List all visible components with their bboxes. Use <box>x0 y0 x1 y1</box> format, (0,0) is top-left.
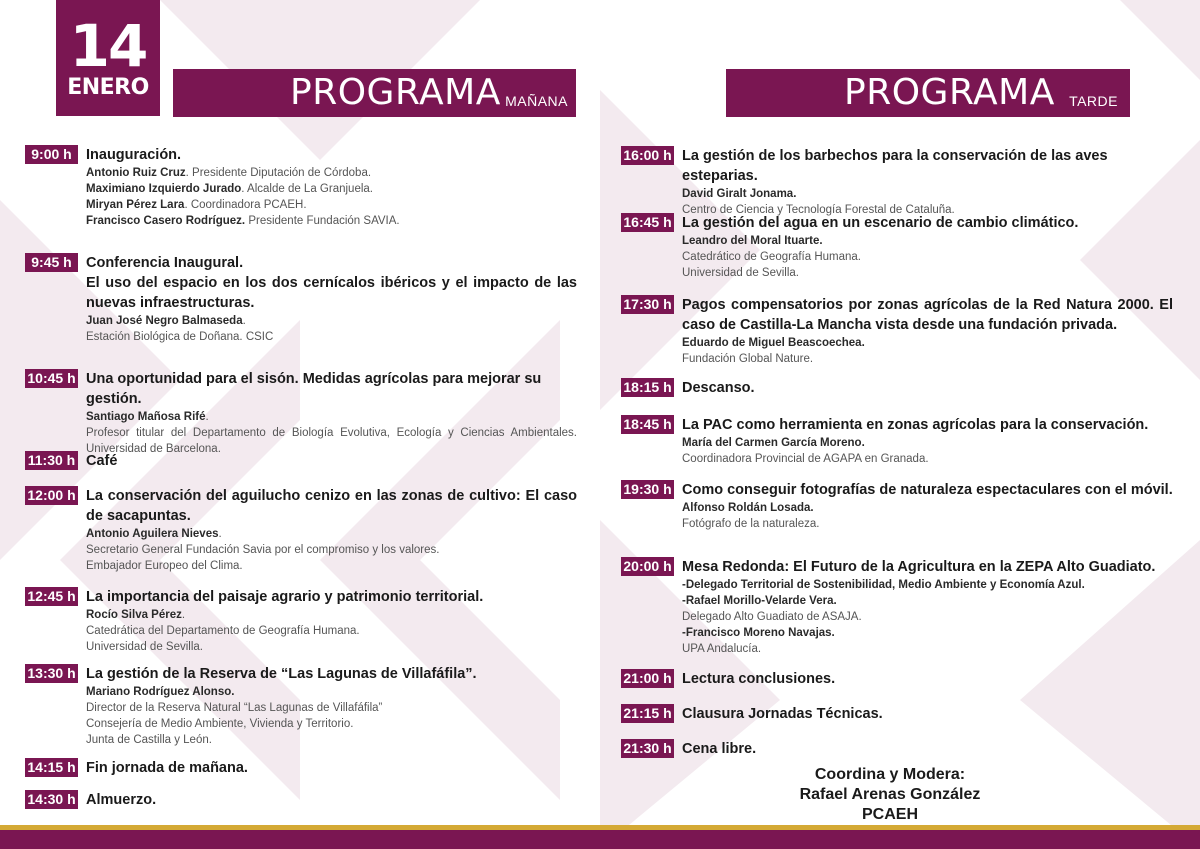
schedule-entry <box>621 415 1173 467</box>
entry-title: Cena libre. <box>682 741 757 757</box>
speaker-affiliation: Fotógrafo de la naturaleza. <box>682 518 820 530</box>
speaker-name: Santiago Mañosa Rifé <box>86 411 206 423</box>
schedule-entry <box>25 664 577 748</box>
speaker-affiliation: Embajador Europeo del Clima. <box>86 560 243 572</box>
speaker-line: Juan José Negro Balmaseda. <box>86 315 246 327</box>
time-badge: 12:45 h <box>25 587 78 606</box>
footer-bar <box>0 830 1200 849</box>
speaker-affiliation: Centro de Ciencia y Tecnología Forestal de Cataluña. <box>682 204 955 216</box>
program-header-morning <box>173 69 576 117</box>
speaker-affiliation: Catedrática del Departamento de Geografía Humana. <box>86 625 360 637</box>
speaker-name: Antonio Aguilera Nieves <box>86 528 219 540</box>
schedule-entry <box>621 295 1173 367</box>
time-badge: 11:30 h <box>25 451 78 470</box>
speaker-line: Antonio Ruiz Cruz. Presidente Diputación de Córdoba. <box>86 167 372 179</box>
speaker-affiliation: Fundación Global Nature. <box>682 353 814 365</box>
entry-title: La conservación del aguilucho cenizo en las zonas de cultivo: El caso de sacapuntas. <box>86 488 577 524</box>
schedule-entry <box>621 669 1173 689</box>
date-month: ENERO <box>67 75 149 100</box>
entry-title: Café <box>86 453 118 469</box>
schedule-entry <box>25 253 577 345</box>
schedule-entry <box>25 758 577 778</box>
speaker-name: David Giralt Jonama. <box>682 188 797 200</box>
entry-title: Como conseguir fotografías de naturaleza espectaculares con el móvil. <box>682 482 1173 498</box>
schedule-entry <box>25 486 577 574</box>
speaker-affiliation: Director de la Reserva Natural “Las Lagunas de Villafáfila” <box>86 702 383 714</box>
panel-member: -Delegado Territorial de Sostenibilidad, Medio Ambiente y Economía Azul. <box>682 579 1085 591</box>
time-badge: 16:00 h <box>621 146 674 165</box>
schedule-entry <box>25 790 577 810</box>
entry-title: La gestión de los barbechos para la conservación de las aves esteparias. <box>682 148 1108 184</box>
time-badge: 9:45 h <box>25 253 78 272</box>
speaker-line: Santiago Mañosa Rifé. <box>86 411 209 423</box>
entry-title: La gestión del agua en un escenario de cambio climático. <box>682 215 1079 231</box>
speaker-name: Leandro del Moral Ituarte. <box>682 235 823 247</box>
entry-title: La gestión de la Reserva de “Las Lagunas de Villafáfila”. <box>86 666 477 682</box>
time-badge: 17:30 h <box>621 295 674 314</box>
schedule-entry <box>621 739 1173 759</box>
speaker-affiliation: Coordinadora Provincial de AGAPA en Granada. <box>682 453 929 465</box>
coordinator-org: PCAEH <box>861 806 918 823</box>
speaker-name: Miryan Pérez Lara <box>86 199 185 211</box>
schedule-entry <box>621 213 1173 281</box>
entry-title: Mesa Redonda: El Futuro de la Agricultura en la ZEPA Alto Guadiato. <box>682 559 1156 575</box>
coordinator-block <box>760 765 1020 825</box>
time-badge: 14:30 h <box>25 790 78 809</box>
time-badge: 18:45 h <box>621 415 674 434</box>
speaker-line: Miryan Pérez Lara. Coordinadora PCAEH. <box>86 199 307 211</box>
speaker-line: Antonio Aguilera Nieves. <box>86 528 222 540</box>
speaker-name: María del Carmen García Moreno. <box>682 437 865 449</box>
time-badge: 16:45 h <box>621 213 674 232</box>
entry-subtitle: El uso del espacio en los dos cernícalos ibéricos y el impacto de las nuevas infraestructuras. <box>86 275 577 311</box>
speaker-line: Maximiano Izquierdo Jurado. Alcalde de La Granjuela. <box>86 183 373 195</box>
time-badge: 13:30 h <box>25 664 78 683</box>
speaker-affiliation: Consejería de Medio Ambiente, Vivienda y Territorio. <box>86 718 354 730</box>
entry-title: Almuerzo. <box>86 792 157 808</box>
program-subtitle: TARDE <box>1069 93 1118 109</box>
time-badge: 21:00 h <box>621 669 674 688</box>
entry-title: Una oportunidad para el sisón. Medidas agrícolas para mejorar su gestión. <box>86 371 542 407</box>
schedule-entry <box>621 557 1173 657</box>
speaker-line: Francisco Casero Rodríguez. Presidente Fundación SAVIA. <box>86 215 400 227</box>
schedule-entry <box>621 704 1173 724</box>
entry-title: Descanso. <box>682 380 755 396</box>
speaker-name: Alfonso Roldán Losada. <box>682 502 814 514</box>
schedule-entry <box>621 480 1173 532</box>
speaker-affiliation: Estación Biológica de Doñana. CSIC <box>86 331 274 343</box>
entry-title: Inauguración. <box>86 147 182 163</box>
schedule-entry <box>25 587 577 655</box>
schedule-entry <box>25 451 577 471</box>
schedule-entry <box>621 146 1173 218</box>
speaker-affiliation: Junta de Castilla y León. <box>86 734 212 746</box>
speaker-name: Mariano Rodríguez Alonso. <box>86 686 235 698</box>
program-subtitle: MAÑANA <box>505 93 568 109</box>
program-title: PROGRAMA <box>844 72 1055 113</box>
entry-title: La importancia del paisaje agrario y patrimonio territorial. <box>86 589 484 605</box>
speaker-name: Eduardo de Miguel Beascoechea. <box>682 337 865 349</box>
coordinator-name: Rafael Arenas González <box>799 786 981 803</box>
schedule-entry <box>25 145 577 229</box>
speaker-affiliation: Catedrático de Geografía Humana. <box>682 251 861 263</box>
time-badge: 21:15 h <box>621 704 674 723</box>
entry-title: Lectura conclusiones. <box>682 671 836 687</box>
program-header-afternoon <box>726 69 1130 117</box>
speaker-line: Rocío Silva Pérez. <box>86 609 186 621</box>
time-badge: 9:00 h <box>25 145 78 164</box>
panel-member: -Francisco Moreno Navajas. <box>682 627 835 639</box>
speaker-name: Maximiano Izquierdo Jurado <box>86 183 242 195</box>
speaker-affiliation: Profesor titular del Departamento de Biología Evolutiva, Ecología y Ciencias Ambientales. Universidad de Barcelona. <box>86 427 577 455</box>
time-badge: 21:30 h <box>621 739 674 758</box>
entry-title: La PAC como herramienta en zonas agrícolas para la conservación. <box>682 417 1149 433</box>
time-badge: 18:15 h <box>621 378 674 397</box>
speaker-name: Rocío Silva Pérez <box>86 609 182 621</box>
entry-title: Pagos compensatorios por zonas agrícolas de la Red Natura 2000. El caso de Castilla-La Mancha vista desde una fundación privada. <box>682 297 1173 333</box>
program-title: PROGRAMA <box>290 72 501 113</box>
panel-member: -Rafael Morillo-Velarde Vera. <box>682 595 837 607</box>
date-badge <box>56 0 160 116</box>
coordinator-label: Coordina y Modera: <box>814 766 966 783</box>
time-badge: 20:00 h <box>621 557 674 576</box>
speaker-affiliation: Universidad de Sevilla. <box>86 641 203 653</box>
time-badge: 19:30 h <box>621 480 674 499</box>
time-badge: 10:45 h <box>25 369 78 388</box>
entry-title: Conferencia Inaugural. <box>86 255 244 271</box>
speaker-name: Francisco Casero Rodríguez. <box>86 215 246 227</box>
schedule-entry <box>25 369 577 457</box>
speaker-name: Juan José Negro Balmaseda <box>86 315 243 327</box>
panel-affiliation: UPA Andalucía. <box>682 643 762 655</box>
schedule-entry <box>621 378 1173 398</box>
entry-title: Clausura Jornadas Técnicas. <box>682 706 883 722</box>
speaker-name: Antonio Ruiz Cruz <box>86 167 186 179</box>
time-badge: 14:15 h <box>25 758 78 777</box>
speaker-affiliation: Secretario General Fundación Savia por el compromiso y los valores. <box>86 544 440 556</box>
time-badge: 12:00 h <box>25 486 78 505</box>
date-day: 14 <box>69 12 147 80</box>
speaker-affiliation: Universidad de Sevilla. <box>682 267 799 279</box>
panel-affiliation: Delegado Alto Guadiato de ASAJA. <box>682 611 862 623</box>
entry-title: Fin jornada de mañana. <box>86 760 248 776</box>
